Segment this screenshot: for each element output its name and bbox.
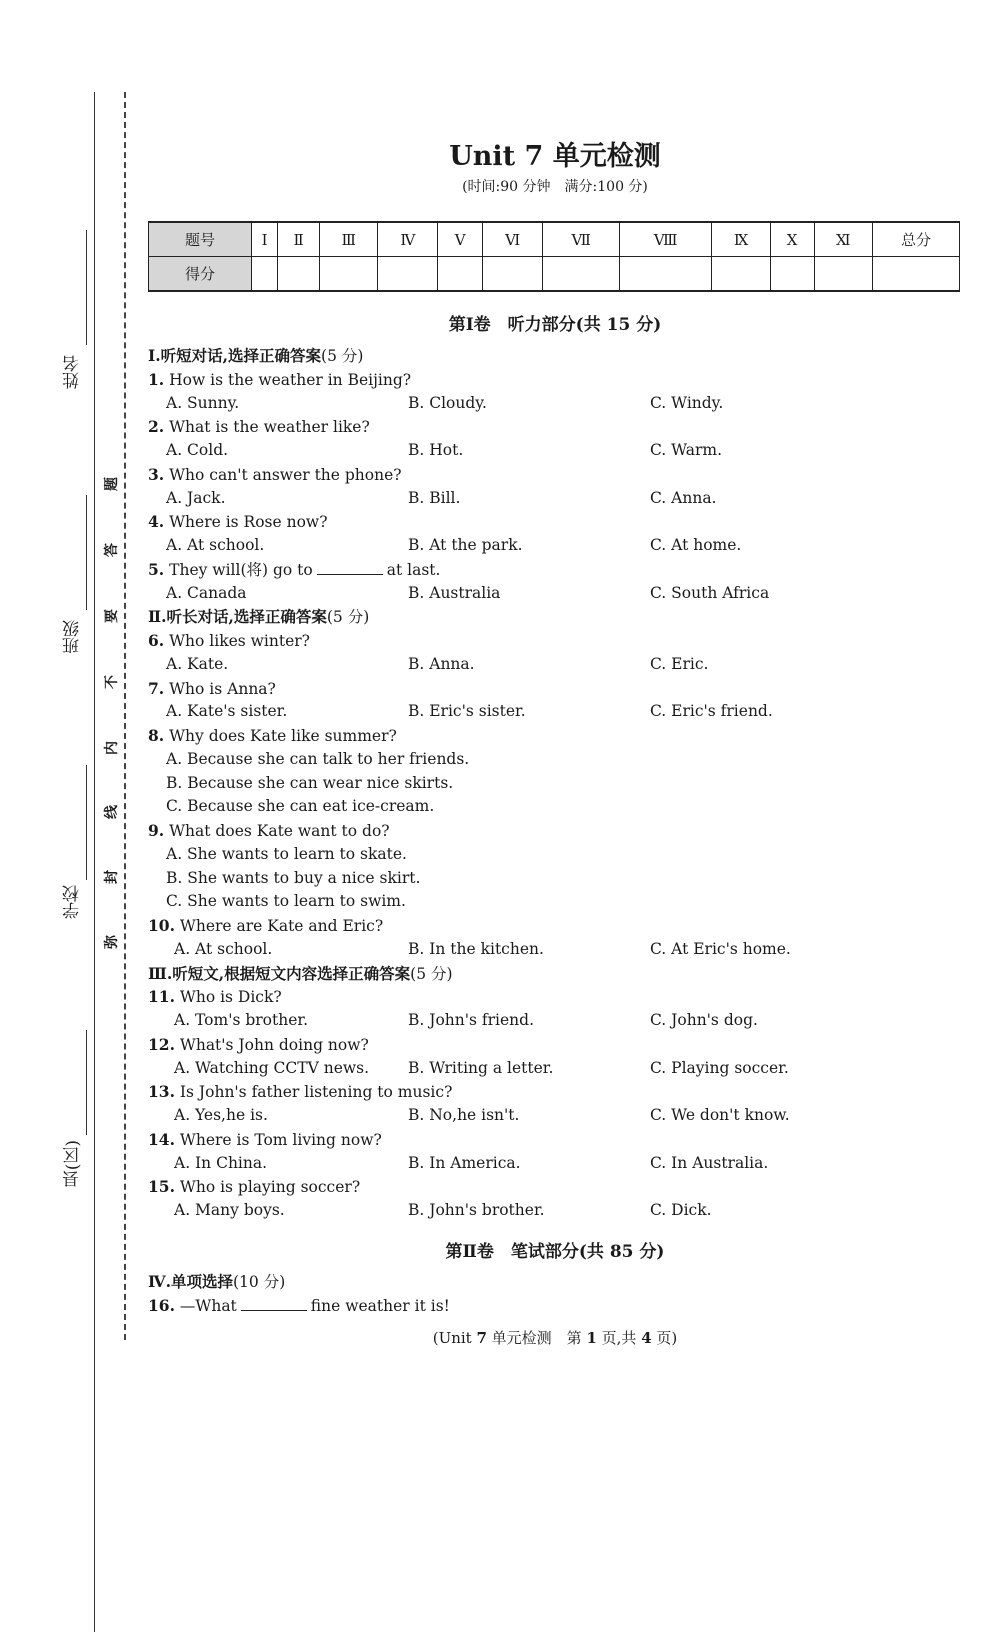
question-text: Who likes winter? xyxy=(169,632,310,650)
question-number: 8. xyxy=(148,726,165,745)
option-a[interactable]: A. Because she can talk to her friends. xyxy=(166,749,470,768)
question-stem xyxy=(148,510,968,534)
option-b[interactable]: B. Bill. xyxy=(408,488,461,507)
answer-blank[interactable] xyxy=(241,1296,307,1311)
page-subtitle: (时间:90 分钟 满分:100 分) xyxy=(462,179,648,195)
option-b[interactable]: B. Anna. xyxy=(408,654,475,673)
score-cell[interactable] xyxy=(320,257,378,292)
question-stem xyxy=(148,1080,968,1104)
part-heading xyxy=(148,1270,968,1294)
options-row xyxy=(148,1057,968,1081)
option-c[interactable]: C. At home. xyxy=(650,536,742,554)
options-row xyxy=(148,1152,968,1176)
part-heading xyxy=(148,605,968,629)
question-stem xyxy=(148,368,968,392)
school-label: 学校 xyxy=(63,885,83,919)
warning-char: 要 xyxy=(104,609,120,623)
footer-text: (Unit xyxy=(432,1329,477,1347)
options-row xyxy=(148,1104,968,1128)
warning-char: 线 xyxy=(104,805,120,819)
warning-char: 封 xyxy=(104,870,120,884)
option-a[interactable]: A. Cold. xyxy=(166,441,229,459)
footer-unit-number: 7 xyxy=(476,1329,487,1347)
score-table-score-row xyxy=(149,257,960,292)
county-label: 县(区) xyxy=(63,1140,83,1188)
part-points: (5 分) xyxy=(410,964,453,983)
warning-char: 题 xyxy=(104,477,120,491)
score-cell[interactable] xyxy=(438,257,483,292)
option-row xyxy=(148,843,968,867)
question-stem xyxy=(148,1128,968,1152)
option-a[interactable]: A. Sunny. xyxy=(166,393,240,412)
option-a[interactable]: A. She wants to learn to skate. xyxy=(166,844,407,863)
option-row xyxy=(148,890,968,914)
score-cell[interactable] xyxy=(278,257,320,292)
options-row xyxy=(148,392,968,416)
question-stem xyxy=(148,415,968,439)
part-heading xyxy=(148,344,968,368)
option-c[interactable]: C. Anna. xyxy=(650,488,717,507)
option-row xyxy=(148,867,968,891)
question-number: 12. xyxy=(148,1034,175,1054)
part-title: Ⅰ.听短对话,选择正确答案 xyxy=(148,346,322,365)
option-a[interactable]: A. Kate. xyxy=(166,654,229,673)
option-c[interactable]: C. Eric's friend. xyxy=(650,702,773,721)
option-row xyxy=(148,748,968,772)
option-c[interactable]: C. Dick. xyxy=(650,1201,712,1219)
part-points: (5 分) xyxy=(321,347,364,365)
option-b[interactable]: B. Hot. xyxy=(408,441,464,459)
option-c[interactable]: C. South Africa xyxy=(650,583,770,602)
row-label-question-no: 题号 xyxy=(149,222,252,257)
question-text: Who is Anna? xyxy=(169,679,276,698)
question-text: Why does Kate like summer? xyxy=(169,727,397,745)
option-b[interactable]: B. Eric's sister. xyxy=(408,702,526,721)
school-blank-line xyxy=(86,765,87,880)
option-c[interactable]: C. Playing soccer. xyxy=(650,1058,789,1077)
options-row xyxy=(148,487,968,511)
option-b[interactable]: B. No,he isn't. xyxy=(408,1106,520,1124)
score-cell[interactable] xyxy=(814,257,872,292)
score-cell[interactable] xyxy=(770,257,814,292)
page-footer xyxy=(0,1327,1000,1348)
questions-content xyxy=(148,344,968,1223)
options-row xyxy=(148,700,968,724)
option-a[interactable]: A. Yes,he is. xyxy=(174,1106,268,1124)
option-a[interactable]: A. Canada xyxy=(166,583,247,602)
score-cell-total[interactable] xyxy=(873,257,960,292)
question-text: at last. xyxy=(386,560,441,579)
question-text: What is the weather like? xyxy=(169,418,370,437)
option-c[interactable]: C. John's dog. xyxy=(650,1011,758,1029)
question-text: They will(将) go to xyxy=(169,560,313,579)
question-stem xyxy=(148,914,968,938)
question-text: Who is playing soccer? xyxy=(179,1178,361,1197)
part-title: Ⅳ.单项选择 xyxy=(148,1272,233,1291)
option-a[interactable]: A. Many boys. xyxy=(174,1201,285,1219)
question-stem xyxy=(148,819,968,843)
question-number: 10. xyxy=(148,916,175,935)
col-header: Ⅰ xyxy=(252,222,278,257)
col-header: Ⅴ xyxy=(438,222,483,257)
class-label: 班级 xyxy=(63,620,83,654)
question-number: 11. xyxy=(148,987,175,1007)
col-header: Ⅳ xyxy=(378,222,438,257)
warning-char: 答 xyxy=(104,543,120,557)
option-b[interactable]: B. Because she can wear nice skirts. xyxy=(166,773,454,792)
options-row xyxy=(148,653,968,677)
name-label: 姓名 xyxy=(63,355,83,389)
question-number: 16. xyxy=(148,1295,175,1315)
options-row xyxy=(148,938,968,962)
option-a[interactable]: A. At school. xyxy=(166,536,265,554)
col-header: Ⅶ xyxy=(543,222,620,257)
part-points: (5 分) xyxy=(326,608,370,627)
option-c[interactable]: C. In Australia. xyxy=(650,1153,769,1172)
option-b[interactable]: B. John's brother. xyxy=(408,1201,545,1219)
option-c[interactable]: C. We don't know. xyxy=(650,1106,790,1124)
col-header: Ⅵ xyxy=(482,222,542,257)
question-number: 14. xyxy=(148,1129,175,1149)
option-a[interactable]: A. Tom's brother. xyxy=(174,1011,309,1029)
option-a[interactable]: A. In China. xyxy=(174,1153,268,1172)
part-heading xyxy=(148,962,968,986)
option-b[interactable]: B. In America. xyxy=(408,1153,521,1172)
score-cell[interactable] xyxy=(619,257,712,292)
county-blank-line xyxy=(86,1030,87,1135)
options-row xyxy=(148,439,968,463)
question-number: 6. xyxy=(148,631,165,650)
score-cell[interactable] xyxy=(543,257,620,292)
option-a[interactable]: A. Watching CCTV news. xyxy=(174,1058,370,1077)
option-b[interactable]: B. Australia xyxy=(408,583,501,602)
row-label-score: 得分 xyxy=(149,257,252,292)
question-number: 7. xyxy=(148,678,165,698)
score-cell[interactable] xyxy=(482,257,542,292)
question-text: Where are Kate and Eric? xyxy=(179,917,384,935)
col-header: Ⅺ xyxy=(814,222,872,257)
options-row xyxy=(148,1009,968,1033)
question-text: Who can't answer the phone? xyxy=(169,465,402,484)
footer-text: 页,共 xyxy=(596,1329,642,1347)
col-header: Ⅱ xyxy=(278,222,320,257)
question-stem xyxy=(148,558,968,582)
option-c[interactable]: C. Windy. xyxy=(650,393,724,412)
question-number: 15. xyxy=(148,1177,175,1197)
part-title: Ⅲ.听短文,根据短文内容选择正确答案 xyxy=(148,963,411,983)
question-stem xyxy=(148,1294,968,1318)
question-number: 9. xyxy=(148,821,165,840)
footer-text: 单元检测 第 xyxy=(486,1329,587,1347)
score-table xyxy=(148,221,960,292)
footer-text: 页) xyxy=(651,1329,678,1347)
option-a[interactable]: A. Jack. xyxy=(166,488,226,507)
question-number: 2. xyxy=(148,417,165,437)
question-text: —What xyxy=(179,1296,237,1315)
option-b[interactable]: B. Writing a letter. xyxy=(408,1058,554,1077)
cut-dashed-line xyxy=(124,92,126,1340)
question-number: 5. xyxy=(148,559,165,579)
col-header: Ⅷ xyxy=(619,222,712,257)
question-text: fine weather it is! xyxy=(310,1296,450,1315)
score-cell[interactable] xyxy=(378,257,438,292)
option-a[interactable]: A. Kate's sister. xyxy=(166,702,288,721)
score-cell[interactable] xyxy=(252,257,278,292)
option-c[interactable]: C. Eric. xyxy=(650,654,709,673)
question-number: 3. xyxy=(148,464,165,484)
question-text: Where is Rose now? xyxy=(169,513,328,532)
question-number: 1. xyxy=(148,369,165,389)
option-c[interactable]: C. Warm. xyxy=(650,441,723,459)
option-b[interactable]: B. Cloudy. xyxy=(408,393,487,412)
question-number: 13. xyxy=(148,1082,175,1102)
question-text: Is John's father listening to music? xyxy=(179,1083,453,1102)
options-row xyxy=(148,1199,968,1223)
question-number: 4. xyxy=(148,512,165,532)
option-b[interactable]: B. In the kitchen. xyxy=(408,939,544,958)
option-b[interactable]: B. John's friend. xyxy=(408,1011,535,1029)
options-row xyxy=(148,582,968,606)
footer-total-pages: 4 xyxy=(641,1329,652,1347)
col-header: Ⅲ xyxy=(320,222,378,257)
warning-char: 不 xyxy=(104,675,120,689)
option-c[interactable]: C. At Eric's home. xyxy=(650,939,791,958)
col-header: Ⅸ xyxy=(712,222,770,257)
class-blank-line xyxy=(86,495,87,610)
question-stem xyxy=(148,724,968,748)
part-points: (10 分) xyxy=(233,1273,286,1291)
part-title: Ⅱ.听长对话,选择正确答案 xyxy=(148,607,327,627)
question-stem xyxy=(148,463,968,487)
option-row xyxy=(148,772,968,796)
section-2-content xyxy=(148,1270,968,1318)
binding-margin xyxy=(0,0,140,1423)
footer-page-number: 1 xyxy=(586,1329,597,1347)
question-text: What's John doing now? xyxy=(179,1035,369,1054)
question-text: Where is Tom living now? xyxy=(179,1130,382,1149)
col-header-total: 总分 xyxy=(873,222,960,257)
warning-char: 内 xyxy=(104,741,120,755)
option-row xyxy=(148,795,968,819)
option-c[interactable]: C. Because she can eat ice-cream. xyxy=(166,797,435,816)
option-b[interactable]: B. She wants to buy a nice skirt. xyxy=(166,868,421,887)
options-row xyxy=(148,534,968,558)
question-stem xyxy=(148,985,968,1009)
page-title: Unit 7 单元检测 xyxy=(449,141,661,172)
option-a[interactable]: A. At school. xyxy=(174,939,273,958)
col-header: Ⅹ xyxy=(770,222,814,257)
question-text: What does Kate want to do? xyxy=(169,822,390,840)
question-stem xyxy=(148,677,968,701)
score-table-header-row xyxy=(149,222,960,257)
question-text: How is the weather in Beijing? xyxy=(169,370,412,389)
option-c[interactable]: C. She wants to learn to swim. xyxy=(166,892,406,911)
question-text: Who is Dick? xyxy=(179,988,282,1007)
answer-blank[interactable] xyxy=(317,560,383,575)
question-stem xyxy=(148,1175,968,1199)
section-1-title: 第Ⅰ卷 听力部分(共 15 分) xyxy=(448,315,662,335)
warning-char: 弥 xyxy=(104,935,120,949)
section-2-title: 第Ⅱ卷 笔试部分(共 85 分) xyxy=(445,1242,665,1262)
option-b[interactable]: B. At the park. xyxy=(408,536,523,554)
question-stem xyxy=(148,1033,968,1057)
question-stem xyxy=(148,629,968,653)
score-cell[interactable] xyxy=(712,257,770,292)
